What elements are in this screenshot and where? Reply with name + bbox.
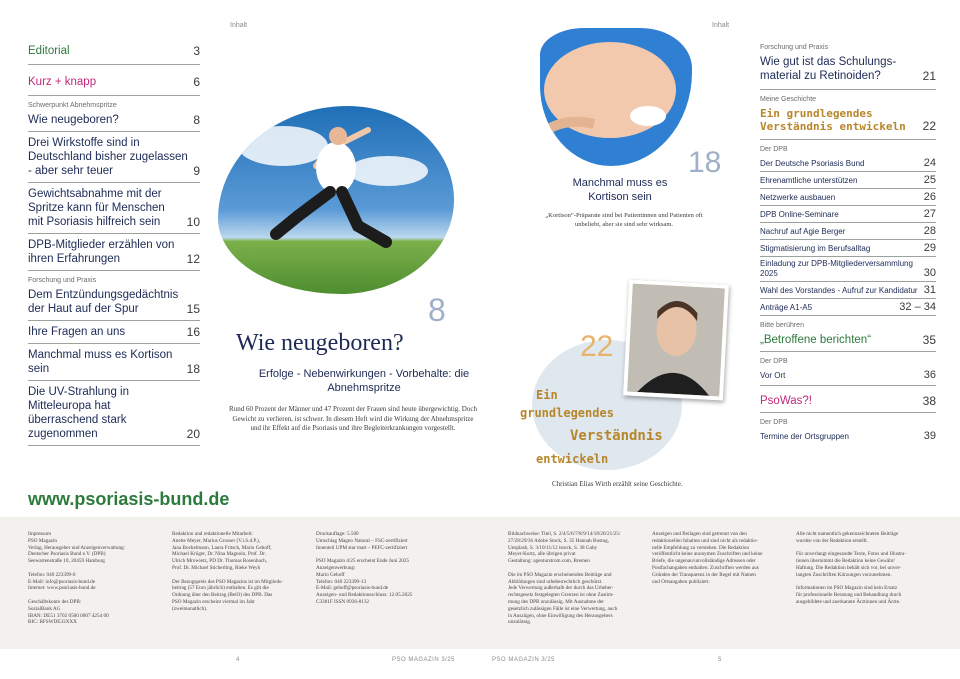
toc-page: 24 <box>923 157 936 169</box>
toc-page: 36 <box>923 369 936 381</box>
toc-item[interactable] <box>760 155 936 171</box>
toc-title: DPB-Mitglieder erzählen von ihren Erfahrungen <box>28 239 175 265</box>
section-label: Der DPB <box>760 146 788 153</box>
toc-title: Der Deutsche Psoriasis Bund <box>760 159 865 168</box>
toc-item[interactable] <box>28 321 200 343</box>
feature-caption: Christian Elias Wirth erzählt seine Geschichte. <box>552 480 683 488</box>
toc-page: 16 <box>186 325 200 339</box>
section-label: Der DPB <box>760 419 788 426</box>
section-label: Meine Geschichte <box>760 96 817 103</box>
toc-title: Editorial <box>28 45 70 57</box>
toc-page: 28 <box>923 225 936 237</box>
toc-item-editorial[interactable] <box>28 44 200 64</box>
toc-title: Wie gut ist das Schulungs-material zu Retinoiden? <box>760 56 897 82</box>
feature-subtitle: Erfolge - Nebenwirkungen - Vorbehalte: die Abnehmspritze <box>258 368 470 394</box>
section-label: Der DPB <box>760 358 788 365</box>
toc-item[interactable] <box>28 381 200 445</box>
feature-teaser: „Kortison“-Präparate sind bei Patientinnen und Patienten oft unbeliebt, aber sie sind sehr wirksam. <box>545 212 703 228</box>
toc-page: 30 <box>923 267 936 279</box>
magazine-issue-right: PSO MAGAZIN 3/25 <box>492 657 556 663</box>
toc-title: Manchmal muss es Kortison sein <box>28 349 173 375</box>
toc-title: Vor Ort <box>760 371 786 380</box>
toc-item[interactable] <box>760 240 936 256</box>
running-head-left: Inhalt <box>230 22 248 29</box>
running-head-right: Inhalt <box>712 22 730 29</box>
toc-title: Dem Entzündungsgedächtnis der Haut auf der Spur <box>28 289 179 315</box>
toc-page: 26 <box>923 191 936 203</box>
toc-page: 32 – 34 <box>899 301 936 313</box>
imprint-column <box>508 531 636 626</box>
toc-right <box>760 44 936 446</box>
website-url[interactable]: www.psoriasis-bund.de <box>28 489 230 509</box>
toc-page: 18 <box>186 362 200 376</box>
imprint-text: Bildnachweise: Titel, S. 2/4/5/6/7/8/9/14/18/20/21/25/ 27/28/29/36 Adobe Stock, S. 35 Hannah Bustug, Unsplash, S. 3/10/11/12 istock, S. 38 Gaby Meyer-Kurtz, alle übrigen privat Gestaltung: agenturstrom.com, Bremen Die im PSO Magazin erscheinenden Beiträge und Abbildungen sind urheberrechtlich geschützt. Jede Verwertung außerhalb der durch das Urheber- rechtsgesetz festgelegten Grenzen ist ohne Zustim- mung des DPB unzulässig. Mit Ausnahme der gesetzlich zulässigen Fälle ist eine Verwertung, auch in Auszügen, ohne Einwilligung des Herausgebers unzulässig. <box>508 531 621 626</box>
toc-page: 9 <box>193 164 200 178</box>
toc-page: 25 <box>923 174 936 186</box>
toc-item[interactable] <box>760 53 936 89</box>
imprint-column <box>652 531 780 585</box>
toc-title: „Betroffene berichten“ <box>760 334 872 346</box>
toc-item[interactable] <box>760 172 936 188</box>
toc-title: Ein grundlegendes Verständnis entwickeln <box>760 107 906 133</box>
section-label: Bitte berühren <box>760 322 804 329</box>
toc-item[interactable] <box>28 286 200 320</box>
toc-title: Einladung zur DPB-Mitgliederversammlung 2025 <box>760 259 913 278</box>
quote-line-3: Verständnis <box>570 428 663 444</box>
imprint-text: Alle nicht namentlich gekennzeichneten Beiträge wurden von der Redaktion erstellt. Für unverlangt eingesandte Texte, Fotos und Illustra- tionen übernimmt die Redaktion keine Gewähr/ Haftung. Die Redaktion behält sich vor, bei unver- langten Zuschriften Kürzungen vorzunehmen. Informationen im PSO Magazin sind kein Ersatz für professionelle Beratung und Behandlung durch ausgebildete und anerkannte Ärztinnen und Ärzte. <box>796 531 907 605</box>
feature-teaser: Rund 60 Prozent der Männer und 47 Prozent der Frauen sind heute übergewichtig. Doch Gewicht zu verlieren, ist schwer. In diesem Heft wird die Wirkung der Abnehmspritze und ihr Effekt auf die Psoriasis und ihre Begleiterkrankungen vorgestellt. <box>229 405 477 432</box>
toc-item[interactable] <box>760 331 936 351</box>
toc-title: Gewichtsabnahme mit der Spritze kann für Menschen mit Psoriasis hilfreich sein <box>28 188 165 228</box>
toc-page: 38 <box>922 394 936 408</box>
toc-left <box>28 44 200 446</box>
toc-title: Netzwerke ausbauen <box>760 193 836 202</box>
toc-item[interactable] <box>760 428 936 446</box>
toc-page: 29 <box>923 242 936 254</box>
toc-title: PsoWas?! <box>760 395 812 407</box>
toc-page: 22 <box>922 119 936 133</box>
toc-page: 27 <box>923 208 936 220</box>
quote-line-4: entwickeln <box>536 452 609 466</box>
toc-item[interactable] <box>760 282 936 298</box>
toc-item[interactable] <box>760 223 936 239</box>
toc-item[interactable] <box>760 299 936 315</box>
toc-title: Ehrenamtliche unterstützen <box>760 176 858 185</box>
feature-title[interactable]: Manchmal muss es Kortison sein <box>572 177 668 203</box>
toc-page: 20 <box>186 427 200 441</box>
section-label: Forschung und Praxis <box>760 44 829 51</box>
portrait-photo <box>623 279 729 400</box>
toc-item[interactable] <box>760 206 936 222</box>
folio-left: 4 <box>236 657 240 663</box>
magazine-issue-left: PSO MAGAZIN 3/25 <box>392 657 456 663</box>
imprint-column <box>172 531 300 613</box>
toc-title: Stigmatisierung im Berufsalltag <box>760 244 871 253</box>
imprint-text: Anzeigen und Beilagen sind getrennt von den redaktionellen Inhalten und sind nicht als redaktio- nelle Empfehlung zu verstehen. Die Redaktion veröffentlicht keine anonymen Zuschriften und keine Briefe, die ungenau/unvollständige Adressen oder Postfachangaben enthalten. Zuschriften werden aus Gründen der Transparenz in der Regel mit Namen und Ortsangaben publiziert. <box>652 531 763 585</box>
jumping-man-photo <box>218 106 454 294</box>
toc-page: 21 <box>922 69 936 83</box>
toc-item[interactable] <box>28 132 200 182</box>
toc-title: Termine der Ortsgruppen <box>760 432 849 441</box>
toc-item[interactable] <box>760 189 936 205</box>
toc-item[interactable] <box>760 257 936 281</box>
imprint-column <box>316 531 444 606</box>
toc-page: 31 <box>923 284 936 296</box>
page-number-22: 22 <box>580 330 614 363</box>
toc-title: Wahl des Vorstandes - Aufruf zur Kandidatur <box>760 286 918 295</box>
toc-title: Wie neugeboren? <box>28 114 119 126</box>
toc-item[interactable] <box>760 105 936 139</box>
toc-item[interactable] <box>28 234 200 270</box>
toc-page: 39 <box>923 430 936 442</box>
imprint-text: Redaktion und redaktionelle Mitarbeit: Anette Meyer, Marius Grosser (V.i.S.d.P.), Jana Bockelmann, Laura Fritsch, Mario Gehoff, Michael Krüger, Dr. Nina Magnolo, Prof. Dr. Ulrich Mrowietz, PD Dr. Thomas Rosenbach, Prof. Dr. Michael Sticherling, Rieke Weyh Der Bezugspreis des PSO Magazins ist im Mitglieds- beitrag (57 Euro jährlich) enthalten. Es gilt die Ordnung über den Beitrag (BeiO) des DPB. Das PSO Magazin erscheint viermal im Jahr (zweimonatlich). <box>172 531 283 612</box>
imprint-text: Druckauflage: 5.500 Umschlag Magno Natural – FSC-zertifiziert Innenteil UPM star matt – PEFC-zertifiziert PSO Magazin 4/25 erscheint Ende Juni 2025 Anzeigenwerbung: Mario Gehoff Telefon: 040 223399-13 E-Mail: gehoff@psoriasis-bund.de Anzeigen- und Redaktionsschluss: 12.05.2025 C3381F ISSN 0936-8132 <box>316 531 413 605</box>
toc-title: DPB Online-Seminare <box>760 210 839 219</box>
cream-on-arm-photo <box>540 28 692 166</box>
imprint-text: Impressum PSO Magazin Verlag, Herausgeber und Anzeigenverwaltung: Deutscher Psoriasis Bund e.V. (DPB) Seewartenstraße 10, 20459 Hamburg Telefon: 040 223399-0 E-Mail: info@psoriasis-bund.de Internet: www.psoriasis-bund.de Geschäftskonto des DPB: SozialBank AG IBAN: DE51 3702 0500 0007 4254 00 BIC: BFSWDE33XXX <box>28 531 126 626</box>
page-number-18: 18 <box>688 146 722 179</box>
toc-item-kurz[interactable] <box>28 65 200 95</box>
toc-title: Anträge A1-A5 <box>760 303 813 312</box>
toc-item[interactable] <box>760 386 936 412</box>
imprint-column <box>796 531 936 606</box>
section-label: Forschung und Praxis <box>28 277 97 284</box>
page-number-8: 8 <box>428 292 446 328</box>
toc-page: 6 <box>193 75 200 89</box>
toc-page: 12 <box>186 252 200 266</box>
toc-title: Ihre Fragen an uns <box>28 326 126 338</box>
imprint-column <box>28 531 148 626</box>
toc-page: 8 <box>193 113 200 127</box>
feature-title[interactable]: Wie neugeboren? <box>236 330 404 356</box>
toc-title: Drei Wirkstoffe sind in Deutschland bisher zugelassen - aber sehr teuer <box>28 137 188 177</box>
toc-page: 15 <box>186 302 200 316</box>
toc-item[interactable] <box>760 367 936 385</box>
toc-page: 3 <box>193 44 200 58</box>
toc-page: 10 <box>186 215 200 229</box>
toc-item[interactable] <box>28 111 200 131</box>
quote-line-1: Ein <box>536 388 558 402</box>
toc-title: Nachruf auf Agie Berger <box>760 227 846 236</box>
toc-item[interactable] <box>28 344 200 380</box>
toc-page: 35 <box>922 333 936 347</box>
toc-title: Kurz + knapp <box>28 76 97 88</box>
toc-item[interactable] <box>28 183 200 233</box>
folio-right: 5 <box>718 657 722 663</box>
section-label: Schwerpunkt Abnehmspritze <box>28 102 117 109</box>
toc-title: Die UV-Strahlung in Mitteleuropa hat überraschend stark zugenommen <box>28 386 129 440</box>
quote-line-2: grundlegendes <box>520 406 614 420</box>
